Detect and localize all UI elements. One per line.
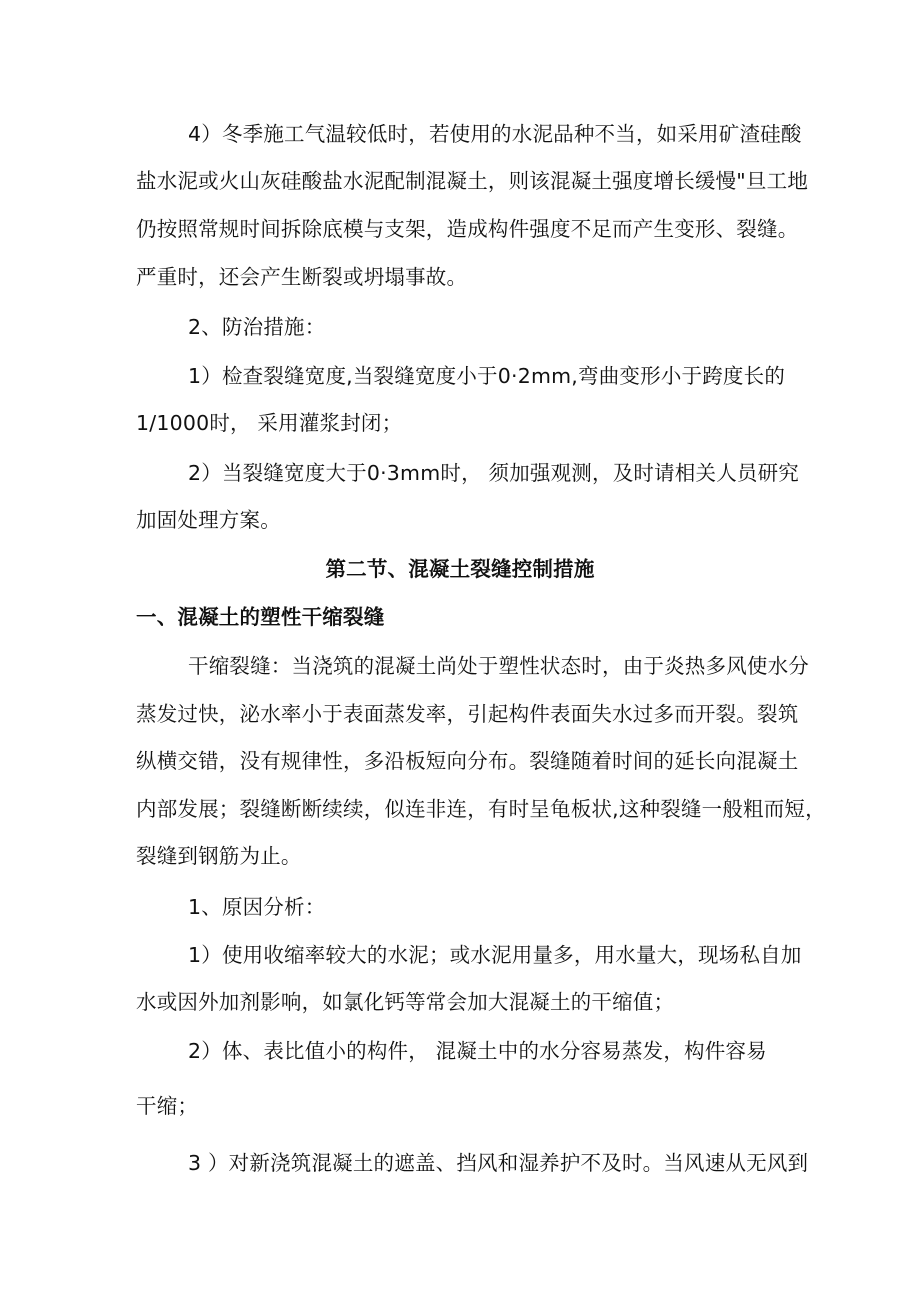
paragraph-line: 1、原因分析： — [188, 895, 326, 919]
paragraph-line: 内部发展；裂缝断断续续，似连非连，有时呈龟板状,这种裂缝一般粗而短， — [136, 797, 826, 821]
paragraph-line: 2、防治措施： — [188, 315, 326, 339]
paragraph-line: 4）冬季施工气温较低时，若使用的水泥品种不当，如采用矿渣硅酸 — [188, 122, 802, 146]
subsection-title: 一、混凝土的塑性干缩裂缝 — [136, 605, 385, 629]
paragraph-line: 3 ）对新浇筑混凝土的遮盖、挡风和湿养护不及时。当风速从无风到 — [188, 1151, 809, 1175]
paragraph-line: 干缩裂缝：当浇筑的混凝土尚处于塑性状态时，由于炎热多风使水分 — [188, 654, 809, 678]
paragraph-line: 水或因外加剂影响，如氯化钙等常会加大混凝土的干缩值； — [136, 990, 675, 1014]
paragraph-line: 盐水泥或火山灰硅酸盐水泥配制混凝土，则该混凝土强度增长缓慢"旦工地 — [136, 169, 809, 193]
paragraph-line: 1）使用收缩率较大的水泥；或水泥用量多，用水量大，现场私自加 — [188, 943, 802, 967]
paragraph-line: 干缩； — [136, 1094, 199, 1118]
paragraph-line: 裂缝到钢筋为止。 — [136, 844, 302, 868]
paragraph-line: 加固处理方案。 — [136, 508, 281, 532]
paragraph-line: 纵横交错，没有规律性，多沿板短向分布。裂缝随着时间的延长向混凝土 — [136, 749, 799, 773]
paragraph-line: 1）检查裂缝宽度,当裂缝宽度小于0·2mm,弯曲变形小于跨度长的 — [188, 364, 786, 388]
paragraph-line: 蒸发过快，泌水率小于表面蒸发率，引起构件表面失水过多而开裂。裂筑 — [136, 702, 799, 726]
paragraph-line: 仍按照常规时间拆除底模与支架，造成构件强度不足而产生变形、裂缝。 — [136, 217, 799, 241]
paragraph-line: 2）体、表比值小的构件， 混凝土中的水分容易蒸发，构件容易 — [188, 1039, 767, 1063]
paragraph-line: 严重时，还会产生断裂或坍塌事故。 — [136, 265, 468, 289]
paragraph-line: 1/1000时， 采用灌浆封闭； — [136, 411, 403, 435]
paragraph-line: 2）当裂缝宽度大于0·3mm时， 须加强观测，及时请相关人员研究 — [188, 461, 799, 485]
section-title: 第二节、混凝土裂缝控制措施 — [325, 557, 595, 581]
